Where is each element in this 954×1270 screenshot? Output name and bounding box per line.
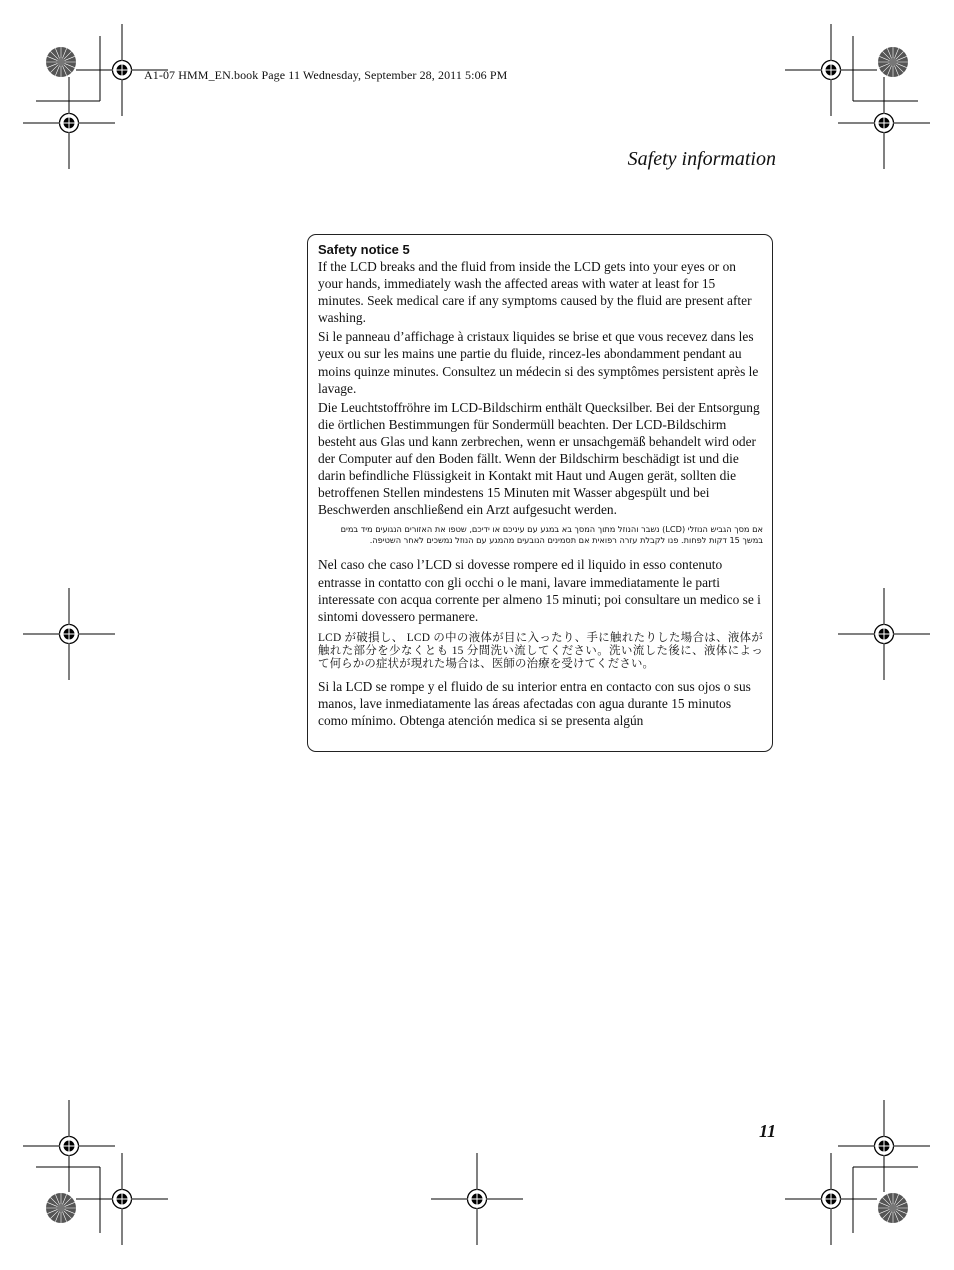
notice-paragraph-french: Si le panneau d’affichage à cristaux liquides se brise et que vous recevez dans les yeux ou sur les mains une partie du fluide, rincez-les abondamment pendant au moins quinze minutes. Consultez un médecin si des symptômes persistent après le lavage.	[318, 329, 759, 396]
safety-notice-box	[307, 234, 773, 752]
notice-paragraph-hebrew: אם מסך הגביש הנוזלי (LCD) נשבר והנוזל מתוך המסך בא במגע עם עיניכם או ידיכם, שטפו את האזורים הנגועים מיד במים במשך 15 דקות לפחות. פנו לקבלת עזרה רפואית אם תסמינים הנובעים מהמגע עם הנוזל נמשכים לאחר השטיפה.	[340, 524, 763, 546]
notice-heading: Safety notice 5	[318, 242, 410, 257]
page-number: 11	[758, 1121, 776, 1141]
print-header: A1-07 HMM_EN.book Page 11 Wednesday, September 28, 2011 5:06 PM	[144, 68, 508, 82]
notice-paragraph-german: Die Leuchtstoffröhre im LCD-Bildschirm enthält Quecksilber. Bei der Entsorgung die örtlichen Bestimmungen für Sondermüll beachten. Der LCD-Bildschirm besteht aus Glas und kann zerbrechen, wenn er unsachgemäß behandelt wird oder der Computer auf den Boden fällt. Wenn der Bildschirm beschädigt ist und die darin befindliche Flüssigkeit in Kontakt mit Haut und Augen gerät, sollten die betroffenen Stellen mindestens 15 Minuten mit Wasser abgespült und bei Beschwerden anschließend ein Arzt aufgesucht werden.	[318, 399, 760, 518]
notice-paragraph-italian: Nel caso che caso l’LCD si dovesse rompere ed il liquido in esso contenuto entrasse in contatto con gli occhi o le mani, lavare immediatamente le parti interessate con acqua corrente per almeno 15 minuti; poi consultare un medico se i sintomi dovessero permanere.	[318, 557, 761, 624]
notice-paragraph-english: If the LCD breaks and the fluid from inside the LCD gets into your eyes or on your hands, immediately wash the affected areas with water at least for 15 minutes. Seek medical care if any symptoms caused by the fluid are present after washing.	[318, 259, 752, 326]
notice-paragraph-japanese: LCD が破損し、 LCD の中の液体が目に入ったり、手に触れたりした場合は、液体が触れた部分を少なくとも 15 分間洗い流してください。洗い流した後に、液体によって何らかの症状が現れた場合は、医師の治療を受けてください。	[318, 631, 763, 671]
notice-paragraph-spanish: Si la LCD se rompe y el fluido de su interior entra en contacto con sus ojos o sus manos, lave inmediatamente las áreas afectadas con agua durante 15 minutos como mínimo. Obtenga atención medica si se presenta algún	[318, 678, 751, 728]
running-title: Safety information	[627, 148, 776, 170]
